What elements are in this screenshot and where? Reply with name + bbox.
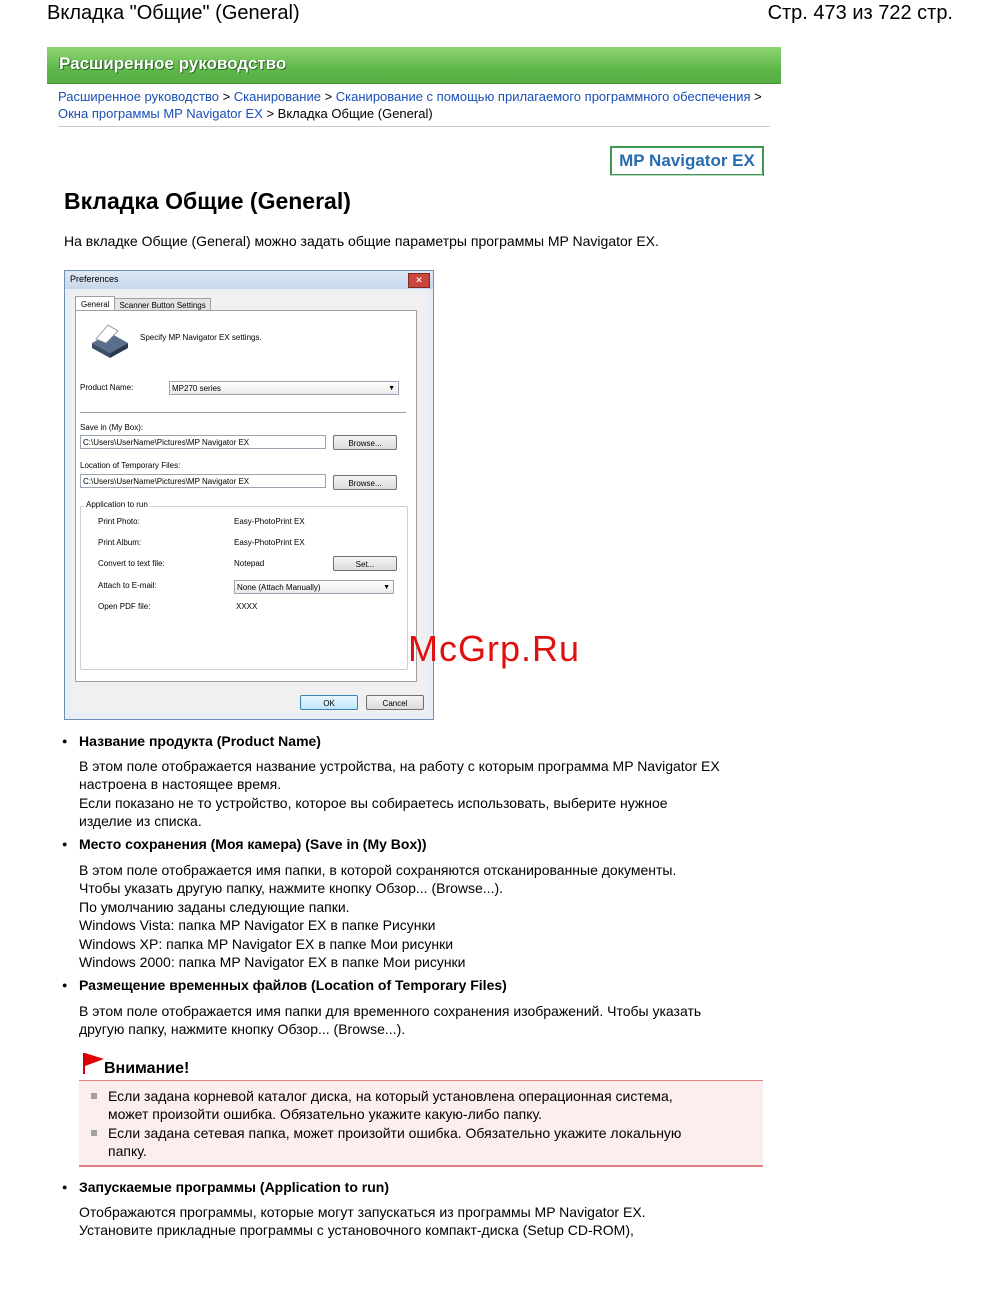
scanner-icon [88, 321, 130, 359]
dialog-body [71, 291, 427, 713]
tab-scanner-button-settings[interactable]: Scanner Button Settings [114, 298, 210, 312]
chevron-down-icon: ▼ [383, 584, 390, 591]
set-button[interactable]: Set... [333, 556, 397, 571]
print-album-label: Print Album: [98, 538, 142, 547]
breadcrumb-link-guide[interactable]: Расширенное руководство [58, 89, 219, 104]
application-group-label: Application to run [86, 500, 148, 509]
print-photo-label: Print Photo: [98, 517, 140, 526]
convert-text-label: Convert to text file: [98, 559, 165, 568]
open-pdf-value: XXXX [236, 602, 258, 611]
temp-files-browse-button[interactable]: Browse... [333, 475, 397, 490]
warning-item: Если задана сетевая папка, может произойти ошибка. Обязательно укажите локальную папку. [91, 1124, 731, 1161]
divider [58, 126, 770, 127]
breadcrumb-separator: > [324, 89, 333, 104]
section-banner [47, 47, 781, 84]
section-text-temp-files: В этом поле отображается имя папки для временного сохранения изображений. Чтобы указать другую папку, нажмите кнопку Обзор... (Browse...). [79, 1003, 702, 1038]
section-text-application-to-run: Отображаются программы, которые могут запускаться из программы MP Navigator EX. Установите прикладные программы с установочного компакт-диска (Setup CD-ROM), [79, 1204, 646, 1239]
tab-panel [75, 310, 417, 682]
breadcrumb-link-scanning[interactable]: Сканирование [233, 89, 321, 104]
warning-box [79, 1052, 764, 1165]
attach-email-label: Attach to E-mail: [98, 581, 157, 590]
temp-files-field[interactable]: C:\Users\UserName\Pictures\MP Navigator EX [80, 474, 326, 488]
dialog-titlebar [65, 271, 433, 289]
breadcrumb-current: Вкладка Общие (General) [277, 106, 433, 121]
attach-email-value: None (Attach Manually) [237, 583, 321, 592]
section-text-save-in: В этом поле отображается имя папки, в которой сохраняются отсканированные документы. Чтобы указать другую папку, нажмите кнопку Обзор... (Browse...). По умолчанию заданы следующие папки. Windows Vista: папка MP Navigator EX в папке Рисунки Windows XP: папка MP Navigator EX в папке Мои рисунки Windows 2000: папка MP Navigator EX в папке Мои рисунки [79, 862, 677, 971]
banner-text: Расширенное руководство [59, 54, 287, 73]
temp-files-label: Location of Temporary Files: [80, 461, 181, 470]
section-heading-product-name: ● Название продукта (Product Name) [62, 733, 321, 749]
product-name-value: MP270 series [172, 384, 221, 393]
dialog-title: Preferences [70, 274, 119, 284]
preferences-dialog [64, 270, 434, 720]
section-heading-application-to-run: ● Запускаемые программы (Application to run) [62, 1179, 389, 1195]
print-photo-value: Easy-PhotoPrint EX [234, 517, 305, 526]
breadcrumb-link-windows[interactable]: Окна программы MP Navigator EX [58, 106, 263, 121]
separator [80, 412, 406, 413]
section-heading-temp-files: ● Размещение временных файлов (Location of Temporary Files) [62, 977, 507, 993]
close-icon[interactable]: ✕ [408, 273, 430, 288]
print-album-value: Easy-PhotoPrint EX [234, 538, 305, 547]
product-name-label: Product Name: [80, 383, 134, 392]
save-in-field[interactable]: C:\Users\UserName\Pictures\MP Navigator EX [80, 435, 326, 449]
breadcrumb-separator: > [222, 89, 231, 104]
section-heading-save-in: ● Место сохранения (Моя камера) (Save in (My Box)) [62, 836, 427, 852]
watermark: McGrp.Ru [408, 628, 581, 669]
chevron-down-icon: ▼ [388, 385, 395, 392]
intro-text: На вкладке Общие (General) можно задать общие параметры программы MP Navigator EX. [64, 233, 659, 249]
attach-email-select[interactable] [234, 580, 394, 594]
breadcrumb-link-software[interactable]: Сканирование с помощью прилагаемого программного обеспечения [335, 89, 751, 104]
section-text-product-name: В этом поле отображается название устройства, на работу с которым программа MP Navigator EX настроена в настоящее время. Если показано не то устройство, которое вы собираетесь использовать, выберите нужное изделие из списка. [79, 758, 720, 830]
breadcrumb [58, 88, 768, 122]
breadcrumb-separator: > [754, 89, 762, 104]
divider [610, 175, 763, 176]
ok-button[interactable]: OK [300, 695, 358, 710]
save-in-browse-button[interactable]: Browse... [333, 435, 397, 450]
document-title: Вкладка "Общие" (General) [47, 2, 300, 24]
open-pdf-label: Open PDF file: [98, 602, 151, 611]
page-title: Вкладка Общие (General) [64, 188, 351, 214]
save-in-label: Save in (My Box): [80, 423, 144, 432]
tab-bar [75, 294, 210, 310]
tab-general[interactable]: General [75, 296, 115, 312]
breadcrumb-separator: > [266, 106, 275, 121]
page-counter: Стр. 473 из 722 стр. [767, 2, 953, 24]
product-badge: MP Navigator EX [610, 146, 764, 176]
warning-content [79, 1080, 763, 1167]
warning-item: Если задана корневой каталог диска, на который установлена операционная система, может произойти ошибка. Обязательно укажите какую-либо папку. [91, 1087, 731, 1124]
warning-title: Внимание! [104, 1060, 190, 1077]
red-flag-icon [81, 1052, 105, 1074]
convert-text-value: Notepad [234, 559, 265, 568]
cancel-button[interactable]: Cancel [366, 695, 424, 710]
product-name-select[interactable] [169, 381, 399, 395]
dialog-description: Specify MP Navigator EX settings. [140, 333, 262, 342]
